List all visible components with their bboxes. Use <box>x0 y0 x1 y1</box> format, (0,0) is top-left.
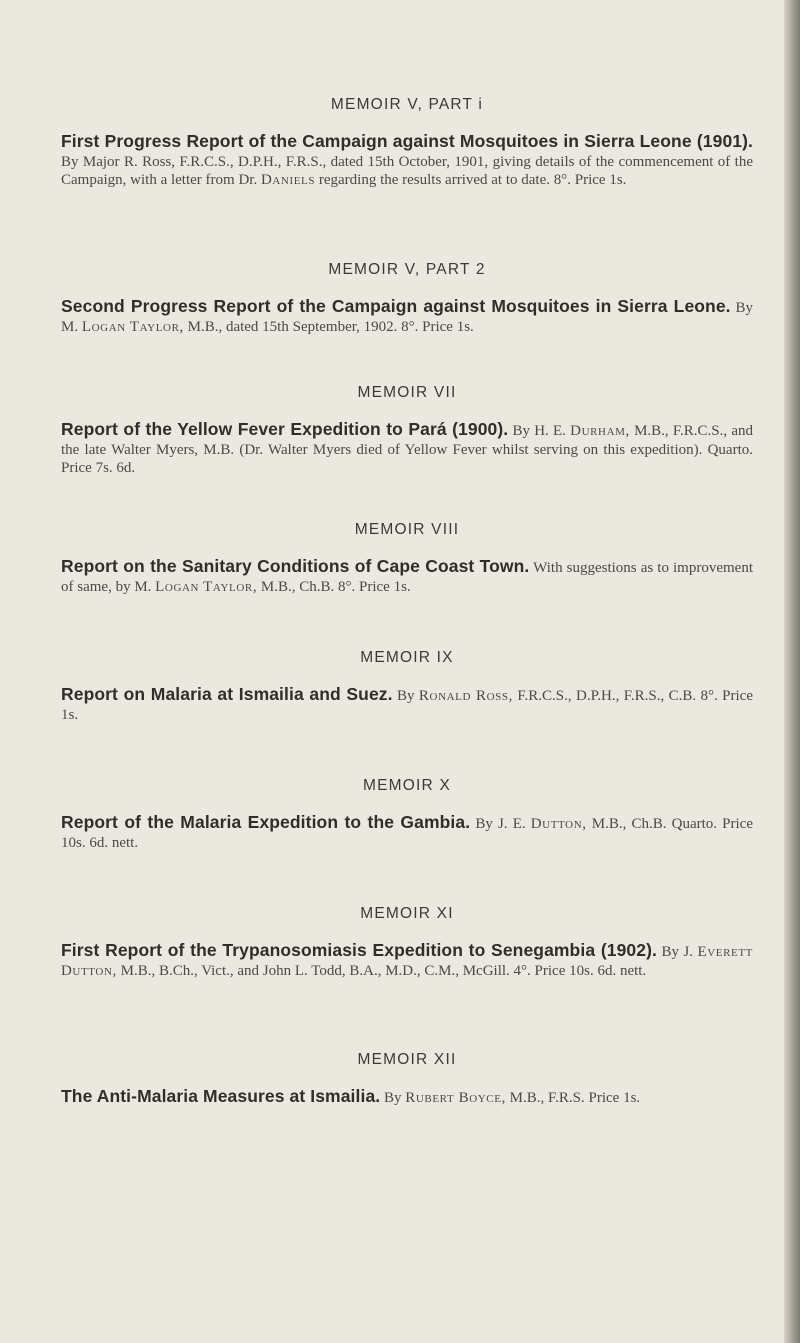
memoir-text: By M. <box>61 300 753 335</box>
memoir-entry <box>61 1051 753 1108</box>
memoir-title: Report of the Yellow Fever Expedition to Pará (1900). <box>61 419 509 439</box>
memoir-description <box>61 557 753 596</box>
memoir-text: M.B., B.Ch., Vict., and John L. Todd, B.A., M.D., C.M., McGill. 4°. Price 10s. 6d. nett. <box>116 962 647 979</box>
memoir-heading: MEMOIR VIII <box>354 521 460 538</box>
author-name: Durham, <box>570 423 630 439</box>
author-name: Ronald Ross, <box>418 688 513 704</box>
memoir-entry <box>61 96 753 190</box>
memoir-description <box>61 132 753 190</box>
memoir-text: M.B., F.R.C.S., and the late Walter Myers, M.B. (Dr. Walter Myers died of Yellow Fever whilst serving on this expedition). Quarto. Price 7s. 6d. <box>61 423 754 476</box>
author-name: Rubert Boyce, <box>405 1090 506 1106</box>
memoir-heading: MEMOIR XI <box>360 905 454 922</box>
memoir-text: By J. E. <box>470 816 531 832</box>
memoir-text: regarding the results arrived at to date. 8°. Price 1s. <box>315 172 627 188</box>
memoir-text: With suggestions as to improvement of same, by M. <box>61 560 753 595</box>
memoir-description <box>61 941 753 980</box>
memoir-text: By J. <box>656 944 698 960</box>
author-name: Logan Taylor, <box>81 318 184 335</box>
memoir-heading: MEMOIR VII <box>357 384 457 401</box>
memoir-text: M.B., dated 15th September, 1902. 8°. Price 1s. <box>183 318 474 335</box>
memoir-title: First Report of the Trypanosomiasis Expedition to Senegambia (1902). <box>61 940 657 960</box>
memoir-heading: MEMOIR V, PART 2 <box>328 261 486 278</box>
memoir-title: Report of the Malaria Expedition to the Gambia. <box>61 812 471 832</box>
memoir-text: F.R.C.S., D.P.H., F.R.S., C.B. 8°. Price 1s. <box>61 688 753 723</box>
memoir-text: By H. E. <box>508 423 571 439</box>
memoir-entry <box>61 649 753 724</box>
memoir-description <box>61 685 753 724</box>
memoir-title: Second Progress Report of the Campaign against Mosquitoes in Sierra Leone. <box>61 296 731 316</box>
memoir-description <box>61 297 753 336</box>
memoir-entry <box>61 905 753 980</box>
author-name: Everett Dutton, <box>61 944 754 979</box>
memoir-title: Report on the Sanitary Conditions of Cape Coast Town. <box>61 556 530 576</box>
memoir-entry <box>61 384 753 478</box>
memoir-text: M.B., Ch.B. Quarto. Price 10s. 6d. nett. <box>61 816 753 851</box>
memoir-text: By Major R. Ross, F.R.C.S., D.P.H., F.R.S., dated 15th October, 1901, giving details of the commencement of the Campaign, with a letter from Dr. <box>61 153 753 188</box>
memoir-description <box>61 1087 753 1108</box>
author-name: Dutton, <box>530 816 587 832</box>
memoir-text: M.B., Ch.B. 8°. Price 1s. <box>257 578 411 595</box>
memoir-title: The Anti-Malaria Measures at Ismailia. <box>61 1086 381 1106</box>
memoir-entry <box>61 777 753 852</box>
memoir-text: M.B., F.R.S. Price 1s. <box>505 1090 641 1106</box>
memoir-text: By <box>380 1090 406 1106</box>
memoir-title: First Progress Report of the Campaign against Mosquitoes in Sierra Leone (1901). <box>61 131 753 151</box>
memoir-entry <box>61 521 753 596</box>
memoir-title: Report on Malaria at Ismailia and Suez. <box>61 684 393 704</box>
memoir-text: By <box>392 688 419 704</box>
memoir-heading: MEMOIR IX <box>360 649 454 666</box>
memoir-heading: MEMOIR X <box>363 777 451 794</box>
memoir-heading: MEMOIR XII <box>357 1051 457 1068</box>
memoir-description <box>61 813 753 852</box>
author-name: Logan Taylor, <box>155 578 258 595</box>
memoir-heading: MEMOIR V, PART i <box>330 96 484 113</box>
author-name: Daniels <box>260 172 316 188</box>
page-edge <box>784 0 800 1343</box>
memoir-description <box>61 420 753 478</box>
memoir-entry <box>61 261 753 336</box>
